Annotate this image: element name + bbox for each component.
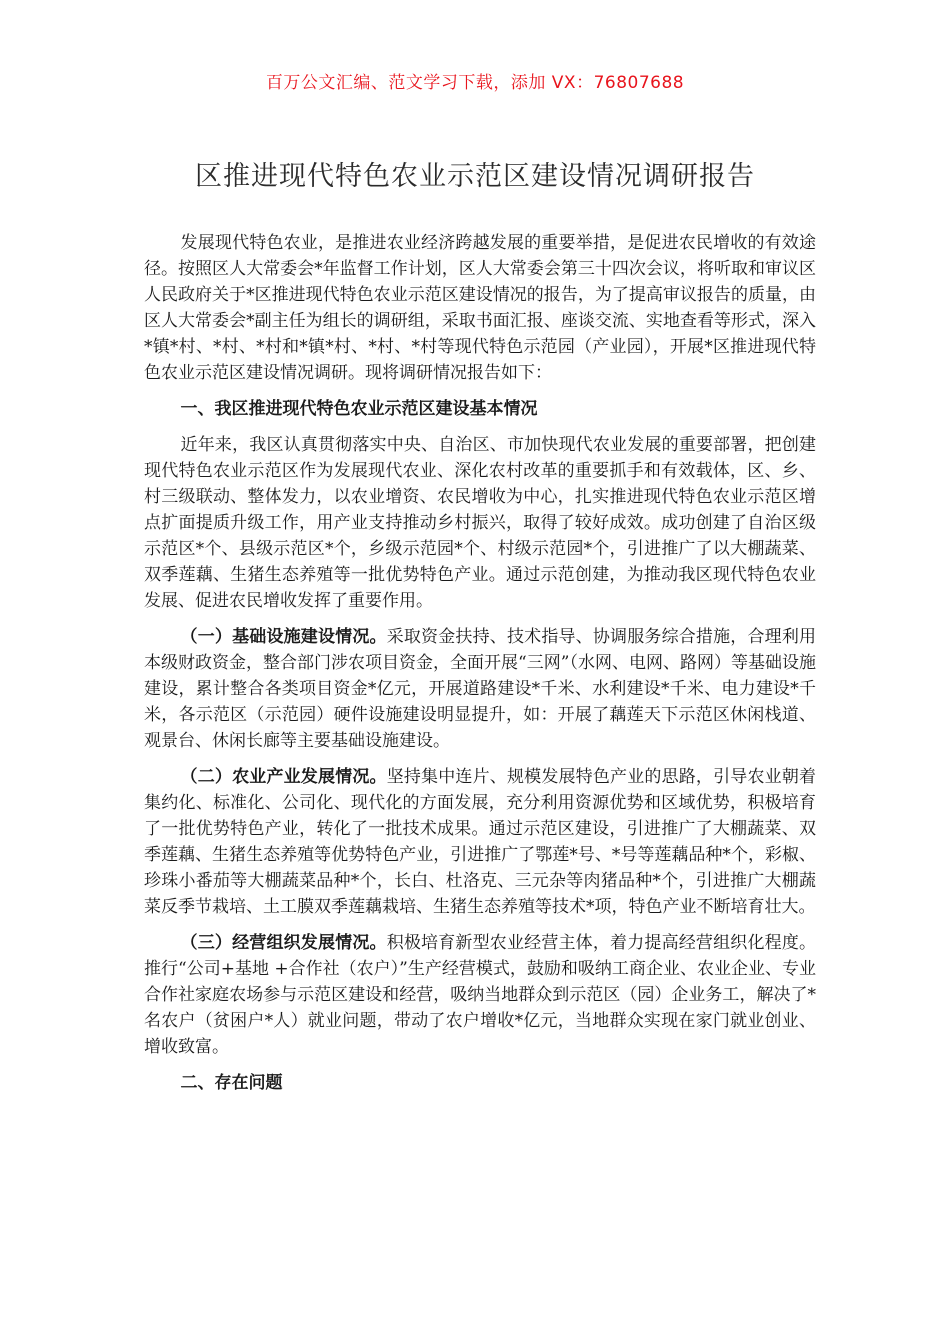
subsection-text: 坚持集中连片、规模发展特色产业的思路，引导农业朝着集约化、标准化、公司化、现代化的方面发展，充分利用资源优势和区域优势，积极培育了一批优势特色产业，转化了一批技术成果。通过示范区建设，引进推广了大棚蔬菜、双季莲藕、生猪生态养殖等优势特色产业，引进推广了鄂莲*号、*号等莲藕品种*个，彩椒、珍珠小番茄等大棚蔬菜品种*个，长白、杜洛克、三元杂等肉猪品种*个，引进推广大棚蔬菜反季节栽培、土工膜双季莲藕栽培、生猪生态养殖等技术*项，特色产业不断培育壮大。 bbox=[144, 767, 817, 917]
document-body bbox=[144, 230, 816, 1106]
subsection-text: 采取资金扶持、技术指导、协调服务综合措施，合理利用本级财政资金，整合部门涉农项目资金，全面开展“三网”（水网、电网、路网）等基础设施建设，累计整合各类项目资金*亿元，开展道路建设*千米、水利建设*千米、电力建设*千米，各示范区（示范园）硬件设施建设明显提升，如：开展了藕莲天下示范区休闲栈道、观景台、休闲长廊等主要基础设施建设。 bbox=[144, 627, 817, 751]
subsection-lead: （三）经营组织发展情况。 bbox=[180, 933, 387, 953]
section-heading-basic-situation: 一、我区推进现代特色农业示范区建设基本情况 bbox=[180, 399, 538, 419]
section-heading-problems: 二、存在问题 bbox=[180, 1073, 283, 1093]
subsection-organization bbox=[144, 930, 816, 1060]
watermark-header: 百万公文汇编、范文学习下载，添加 VX：76807688 bbox=[265, 73, 685, 93]
subsection-text: 积极培育新型农业经营主体，着力提高经营组织化程度。推行“公司+基地 +合作社（农户）”生产经营模式，鼓励和吸纳工商企业、农业企业、专业合作社家庭农场参与示范区建设和经营，吸纳当地群众到示范区（园）企业务工，解决了*名农户（贫困户*人）就业问题，带动了农户增收*亿元，当地群众实现在家门就业创业、增收致富。 bbox=[144, 933, 817, 1057]
document-title: 区推进现代特色农业示范区建设情况调研报告 bbox=[195, 161, 755, 192]
subsection-lead: （一）基础设施建设情况。 bbox=[180, 627, 387, 647]
intro-paragraph: 发展现代特色农业，是推进农业经济跨越发展的重要举措，是促进农民增收的有效途径。按照区人大常委会*年监督工作计划，区人大常委会第三十四次会议，将听取和审议区人民政府关于*区推进现代特色农业示范区建设情况的报告，为了提高审议报告的质量，由区人大常委会*副主任为组长的调研组，采取书面汇报、座谈交流、实地查看等形式，深入*镇*村、*村、*村和*镇*村、*村、*村等现代特色示范园（产业园），开展*区推进现代特色农业示范区建设情况调研。现将调研情况报告如下： bbox=[144, 233, 816, 383]
subsection-industry bbox=[144, 764, 816, 920]
subsection-lead: （二）农业产业发展情况。 bbox=[180, 767, 387, 787]
section1-paragraph: 近年来，我区认真贯彻落实中央、自治区、市加快现代农业发展的重要部署，把创建现代特色农业示范区作为发展现代农业、深化农村改革的重要抓手和有效载体，区、乡、村三级联动、整体发力，以农业增资、农民增收为中心，扎实推进现代特色农业示范区增点扩面提质升级工作，用产业支持推动乡村振兴，取得了较好成效。成功创建了自治区级示范区*个、县级示范区*个，乡级示范园*个、村级示范园*个，引进推广了以大棚蔬菜、双季莲藕、生猪生态养殖等一批优势特色产业。通过示范创建，为推动我区现代特色农业发展、促进农民增收发挥了重要作用。 bbox=[144, 435, 816, 611]
subsection-infrastructure bbox=[144, 624, 816, 754]
